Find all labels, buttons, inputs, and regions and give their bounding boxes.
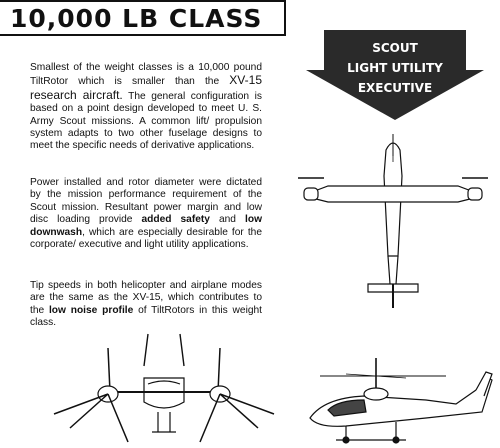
paragraph-2-text: Power installed and rotor diameter were dictated by the mission performance requirement of the Scout mission. Resultant power margin and low disc loading provide [30, 177, 262, 226]
low-noise-highlight: low noise profile [48, 304, 134, 316]
low-downwash-highlight: low downwash [30, 214, 262, 238]
paragraph-3-text-end: of TiltRotors in this weight class. [30, 304, 262, 329]
paragraph-1 [30, 62, 262, 153]
paragraph-3 [30, 280, 262, 330]
paragraph-1-emphasis: XV-15 research aircraft. [30, 73, 262, 102]
paragraph-2 [30, 177, 262, 251]
callout-line-2: LIGHT UTILITY [347, 61, 443, 75]
callout-line-1: SCOUT [372, 41, 418, 55]
paragraph-2-joiner: and [209, 214, 246, 226]
paragraph-3-text: Tip speeds in both helicopter and airplane modes are the same as the XV-15, which contributes to the [30, 280, 262, 316]
added-safety-highlight: added safety [141, 214, 210, 226]
page-title: 10,000 LB CLASS [0, 0, 286, 36]
tiltrotor-front-view-drawing [44, 332, 284, 444]
tiltrotor-side-view-drawing [306, 356, 494, 446]
callout-line-3: EXECUTIVE [357, 81, 433, 95]
paragraph-2-text-end: , which are especially desirable for the corporate/ executive and light utility applications. [30, 226, 262, 251]
paragraph-1-text-end: The general configuration is based on a point design developed to meet U. S. Army Scout missions. A common lift/ propulsion system adapts to two other fuselage designs to meet the specific needs of derivative applications. [30, 90, 262, 152]
callout-label [306, 38, 484, 98]
paragraph-1-text: Smallest of the weight classes is a 10,000 pound TiltRotor which is smaller than the [30, 62, 262, 88]
tiltrotor-top-view-drawing [298, 132, 488, 308]
